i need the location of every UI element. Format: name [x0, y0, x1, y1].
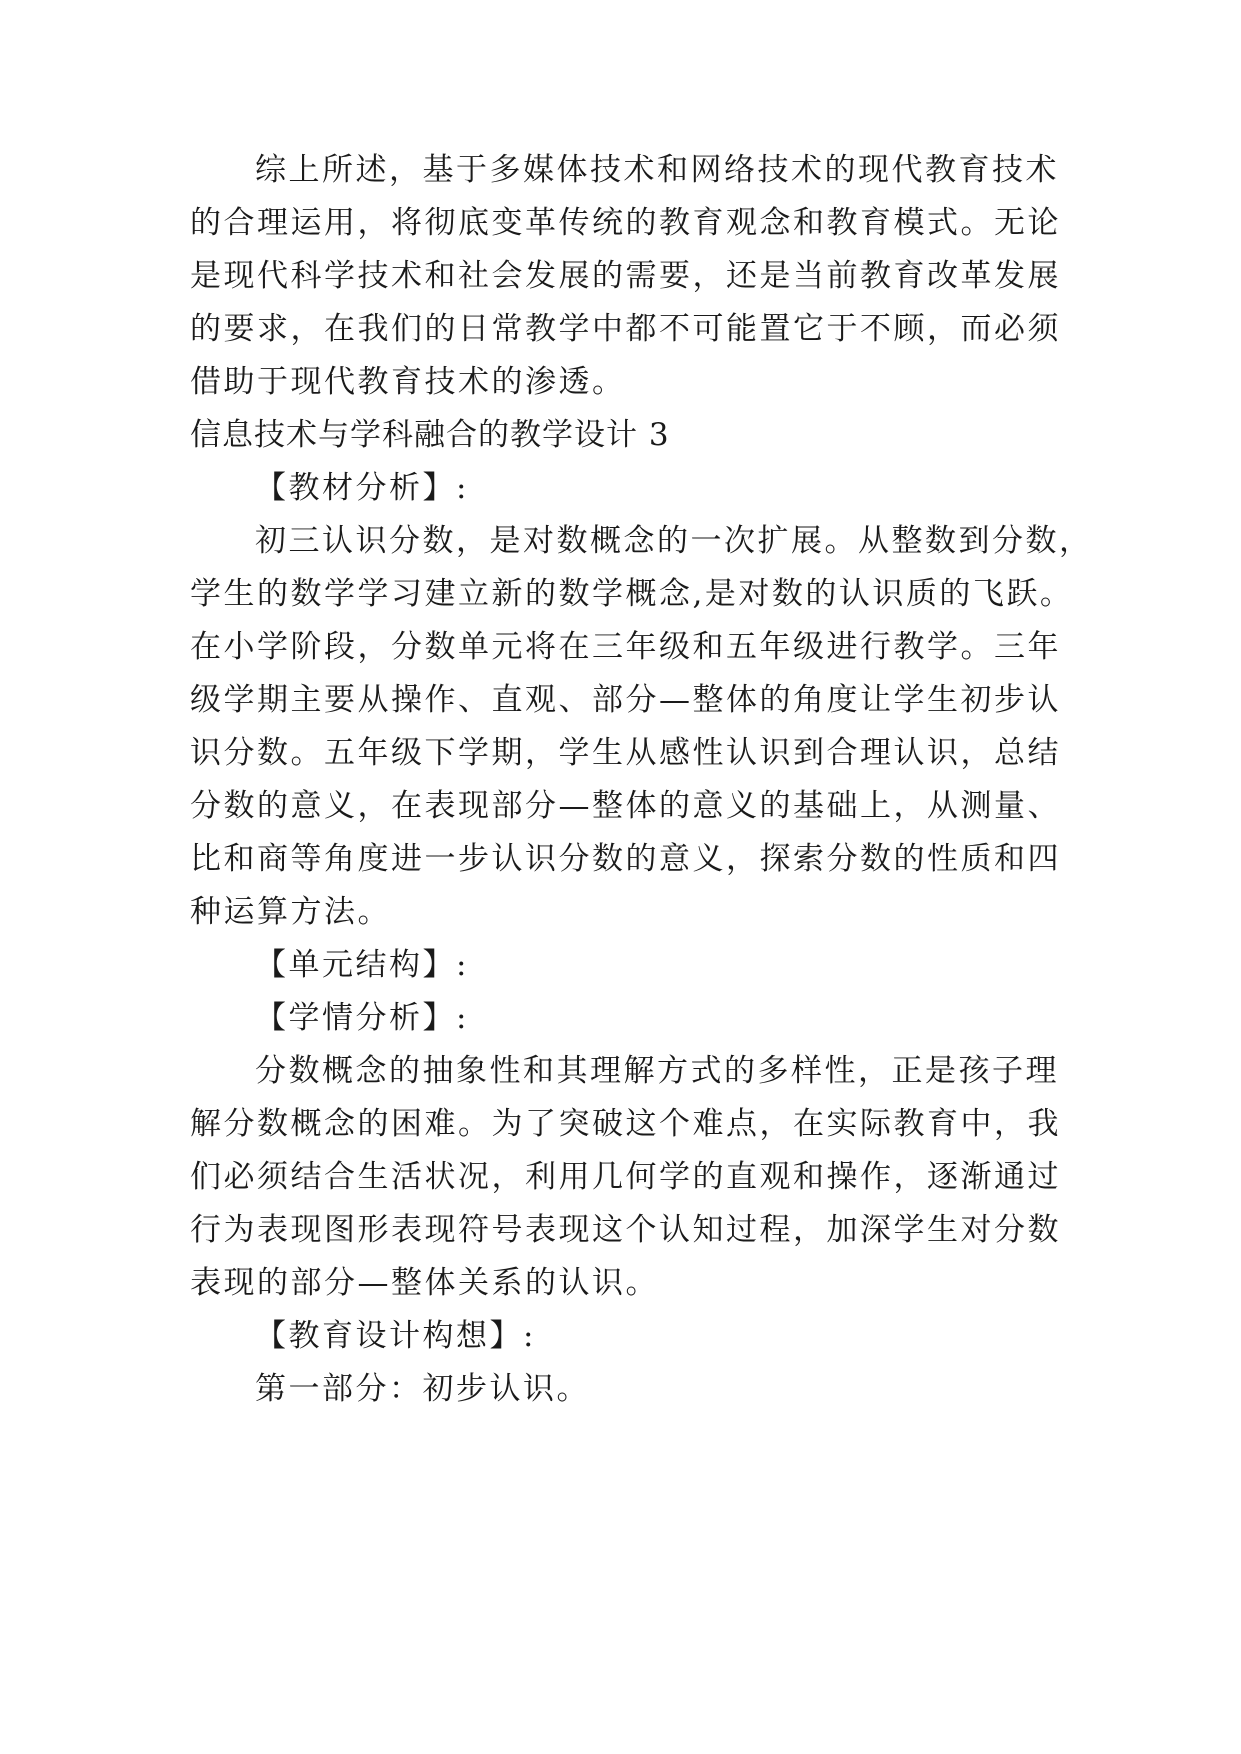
paragraph-line: 解分数概念的困难。为了突破这个难点，在实际教育中，我 — [190, 1106, 1061, 1142]
section-heading-unit-structure: 【单元结构】: — [255, 947, 469, 983]
paragraph-line: 表现的部分—整体关系的认识。 — [190, 1265, 659, 1301]
paragraph-line: 识分数。五年级下学期，学生从感性认识到合理认识，总结 — [190, 735, 1061, 771]
paragraph-line: 学生的数学学习建立新的数学概念,是对数的认识质的飞跃。 — [190, 576, 1074, 612]
paragraph-line: 级学期主要从操作、直观、部分—整体的角度让学生初步认 — [190, 682, 1061, 718]
paragraph-line: 综上所述，基于多媒体技术和网络技术的现代教育技术 — [255, 152, 1059, 188]
section-heading-design-concept: 【教育设计构想】: — [255, 1318, 536, 1354]
paragraph-line: 们必须结合生活状况，利用几何学的直观和操作，逐渐通过 — [190, 1159, 1061, 1195]
paragraph-line: 借助于现代教育技术的渗透。 — [190, 364, 626, 400]
document-title: 信息技术与学科融合的教学设计 3 — [190, 417, 670, 453]
paragraph-line: 是现代科学技术和社会发展的需要，还是当前教育改革发展 — [190, 258, 1061, 294]
paragraph-line: 行为表现图形表现符号表现这个认知过程，加深学生对分数 — [190, 1212, 1061, 1248]
paragraph-line: 比和商等角度进一步认识分数的意义，探索分数的性质和四 — [190, 841, 1061, 877]
paragraph-line: 分数概念的抽象性和其理解方式的多样性，正是孩子理 — [255, 1053, 1059, 1089]
section-heading-textbook-analysis: 【教材分析】: — [255, 470, 469, 506]
paragraph-line: 在小学阶段，分数单元将在三年级和五年级进行教学。三年 — [190, 629, 1061, 665]
paragraph-line: 分数的意义，在表现部分—整体的意义的基础上，从测量、 — [190, 788, 1061, 824]
paragraph-line: 初三认识分数，是对数概念的一次扩展。从整数到分数， — [255, 523, 1093, 559]
paragraph-line: 的合理运用，将彻底变革传统的教育观念和教育模式。无论 — [190, 205, 1061, 241]
paragraph-line: 种运算方法。 — [190, 894, 391, 930]
paragraph-line: 的要求，在我们的日常教学中都不可能置它于不顾，而必须 — [190, 311, 1061, 347]
section-heading-learner-analysis: 【学情分析】: — [255, 1000, 469, 1036]
paragraph-line: 第一部分：初步认识。 — [255, 1371, 590, 1407]
